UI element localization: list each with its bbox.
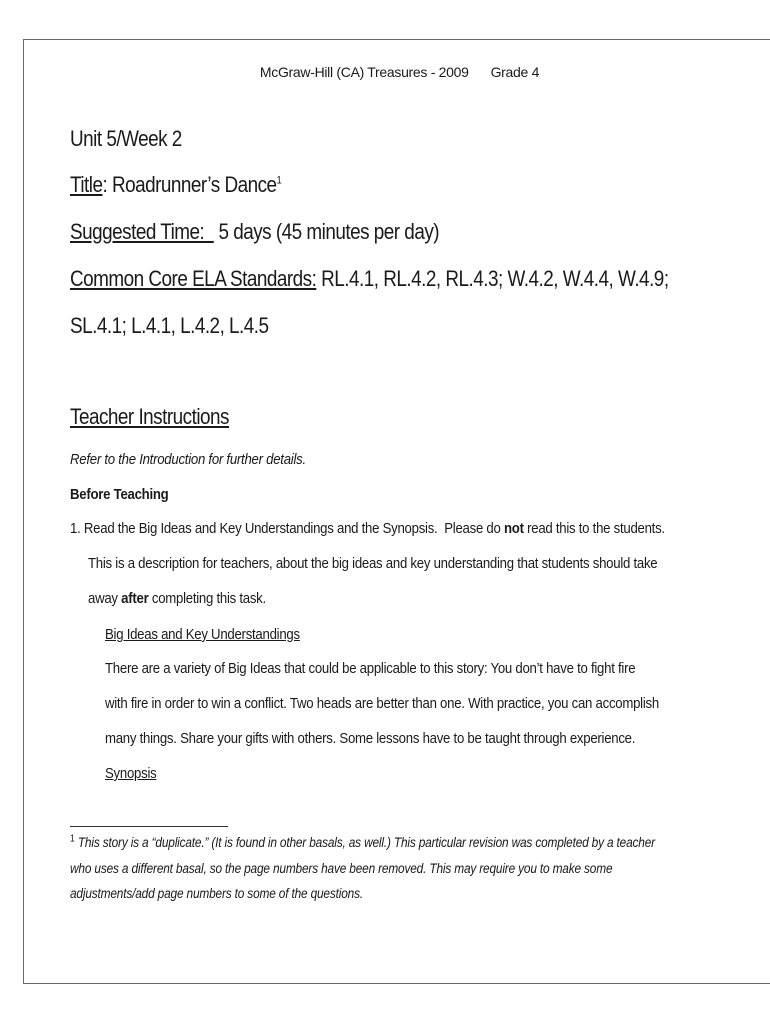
standards-line2-text: SL.4.1; L.4.1, L.4.2, L.4.5 bbox=[70, 313, 269, 338]
item-1-line-3 bbox=[88, 590, 266, 607]
unit-week-text: Unit 5/Week 2 bbox=[70, 126, 182, 151]
standards-label: Common Core ELA Standards: bbox=[70, 266, 317, 291]
item-1-line-2 bbox=[88, 555, 657, 572]
standards-line-1 bbox=[70, 266, 669, 292]
item-1-line3-post: completing this task. bbox=[148, 590, 266, 607]
teacher-instructions-text: Teacher Instructions bbox=[70, 404, 229, 429]
item-1-line-1 bbox=[70, 520, 665, 537]
header-grade: Grade 4 bbox=[490, 64, 540, 80]
footnote-line-2-text: who uses a different basal, so the page numbers have been removed. This may require you to make some bbox=[70, 861, 613, 876]
big-ideas-line-3-text: many things. Share your gifts with others. Some lessons have to be taught through experience. bbox=[105, 730, 636, 747]
footnote-line-1 bbox=[70, 835, 655, 850]
refer-note bbox=[70, 451, 306, 468]
refer-note-text: Refer to the Introduction for further details. bbox=[70, 451, 306, 468]
big-ideas-heading-text: Big Ideas and Key Understandings bbox=[105, 626, 300, 643]
item-1-part2: read this to the students. bbox=[523, 520, 665, 537]
suggested-time-label: Suggested Time: bbox=[70, 219, 214, 244]
synopsis-heading bbox=[105, 765, 156, 782]
big-ideas-line-1-text: There are a variety of Big Ideas that could be applicable to this story: You don’t have to fight fire bbox=[105, 660, 636, 677]
before-teaching-text: Before Teaching bbox=[70, 486, 169, 503]
footnote-line-1-text: This story is a “duplicate.” (It is found in other basals, as well.) This particular revision was completed by a teacher bbox=[74, 835, 655, 850]
big-ideas-heading bbox=[105, 626, 300, 643]
item-1-part1: Read the Big Ideas and Key Understandings and the Synopsis. Please do bbox=[83, 520, 504, 537]
big-ideas-line-1 bbox=[105, 660, 635, 677]
header-publisher: McGraw-Hill (CA) Treasures - 2009 bbox=[259, 64, 469, 80]
suggested-time-value: 5 days (45 minutes per day) bbox=[213, 219, 440, 244]
footnote-marker: 1 bbox=[70, 833, 75, 845]
footnote-line-3 bbox=[70, 886, 363, 901]
standards-line1-text: RL.4.1, RL.4.2, RL.4.3; W.4.2, W.4.4, W.4.9; bbox=[316, 266, 669, 291]
title-label: Title bbox=[70, 172, 103, 197]
page-header bbox=[24, 64, 770, 80]
footnote-line-2 bbox=[70, 861, 612, 876]
unit-week-heading bbox=[70, 126, 182, 152]
item-1-number: 1. bbox=[70, 520, 81, 537]
item-1-line3-bold: after bbox=[121, 590, 149, 607]
document-page bbox=[23, 39, 770, 984]
standards-line-2 bbox=[70, 313, 269, 339]
synopsis-heading-text: Synopsis bbox=[105, 765, 157, 782]
suggested-time-line bbox=[70, 219, 439, 245]
item-1-line3-pre: away bbox=[88, 590, 122, 607]
before-teaching-heading bbox=[70, 486, 168, 503]
footnote-line-3-text: adjustments/add page numbers to some of the questions. bbox=[70, 886, 363, 901]
title-line bbox=[70, 172, 281, 198]
item-1-line2-text: This is a description for teachers, about the big ideas and key understanding that students should take bbox=[88, 555, 658, 572]
item-1-bold-not: not bbox=[503, 520, 524, 537]
big-ideas-line-2 bbox=[105, 695, 659, 712]
big-ideas-line-3 bbox=[105, 730, 635, 747]
footnote-separator bbox=[70, 826, 228, 827]
title-footnote-ref: 1 bbox=[276, 174, 282, 187]
title-value: : Roadrunner’s Dance bbox=[102, 172, 277, 197]
teacher-instructions-heading bbox=[70, 404, 229, 430]
big-ideas-line-2-text: with fire in order to win a conflict. Two heads are better than one. With practice, you can accomplish bbox=[105, 695, 659, 712]
